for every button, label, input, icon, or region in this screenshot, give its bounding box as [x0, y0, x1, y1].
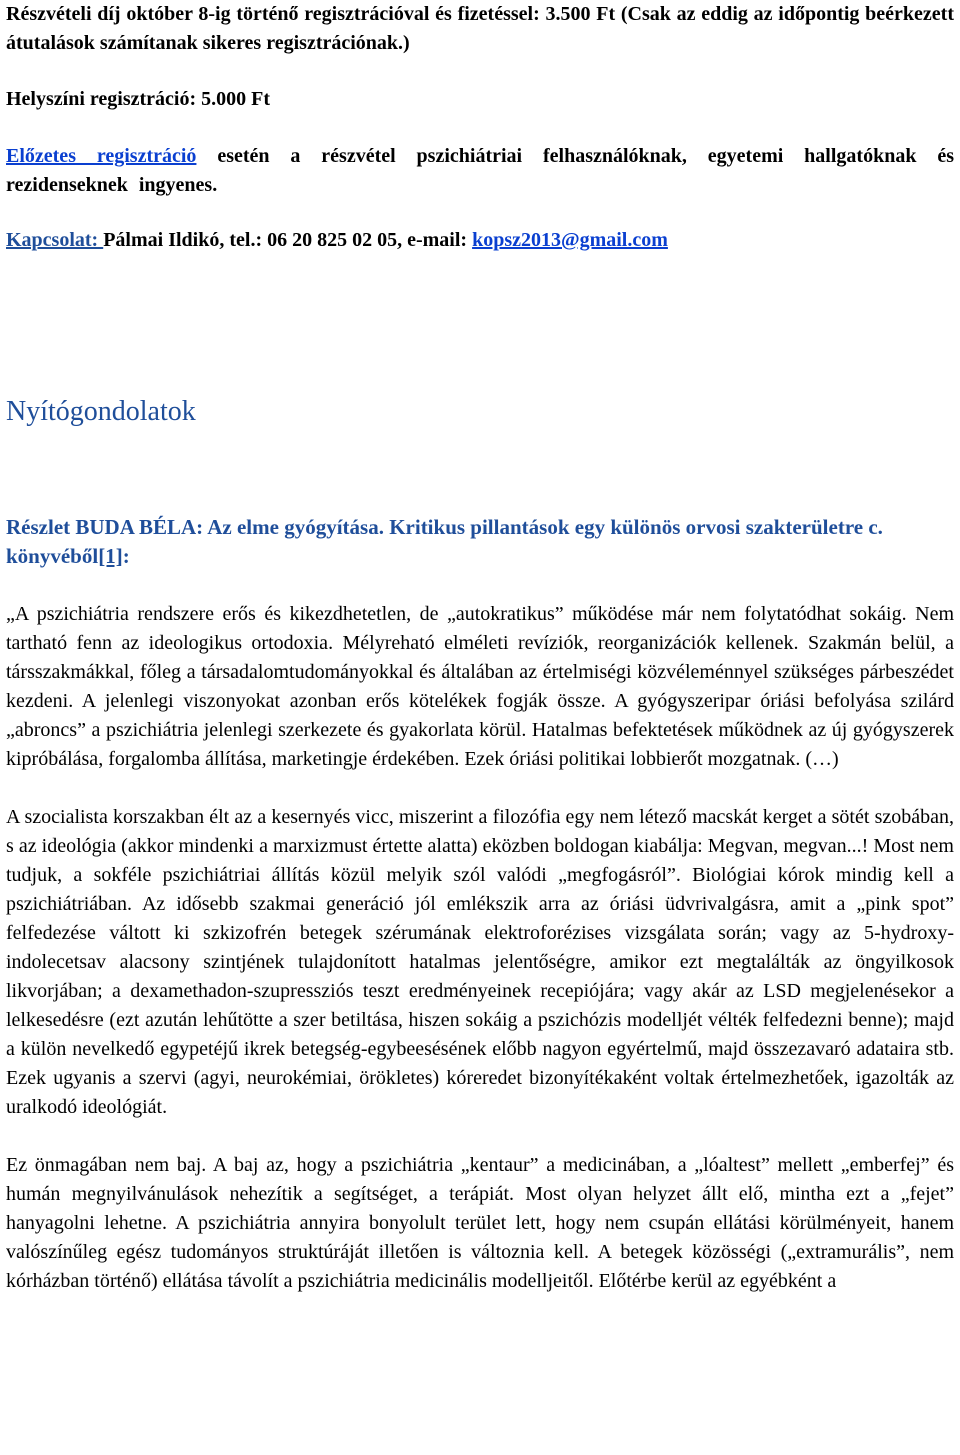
- footnote-link[interactable]: [1]: [98, 544, 123, 568]
- quote-paragraph-1: „A pszichiátria rendszere erős és kikezdhetetlen, de „autokratikus” működése már nem folytatódhat sokáig. Nem tartható fenn az ideologikus ortodoxia. Mélyreható elméleti revíziók, reorganizációk kellenek. Szakmán belül, a társszakmákkal, főleg a társadalomtudományokkal és általában az értelmiségi közvéleménnyel szükséges párbeszédet kezdeni. A jelenlegi viszonyokat azonban erős kötelékek fogják össze. A gyógyszeripar óriási befolyása szilárd „abroncs” a pszichiátria jelenlegi szerkezete és gyakorlata körül. Hatalmas befektetések működnek az új gyógyszerek kipróbálása, forgalomba állítása, marketingje érdekében. Ezek óriási politikai lobbierőt mozgatnak. (…): [6, 603, 954, 770]
- contact-line: [6, 226, 954, 255]
- section-title: Nyítógondolatok: [6, 396, 196, 427]
- contact-label: Kapcsolat:: [6, 229, 104, 251]
- quote-paragraph-2: A szocialista korszakban élt az a kesernyés vicc, miszerint a filozófia egy nem létező macskát kerget a sötét szobában, s az ideológia (akkor mindenki a marxizmust értette alatta) eközben boldogan kiabálja: Megvan, megvan...! Most nem tudjuk, a sokféle pszichiátriai állítás közül melyik szól valódi „megfogásról”. Biológiai kórok mindig kell a pszichiátriában. Az idősebb szakmai generáció jól emlékszik arra az óriási üdvrivalgásra, amit a „pink spot” felfedezése váltott ki szkizofrén betegek szérumának elektroforézises vizsgálata során; vagy az 5-hydroxy-indolecetsav alacsony szintjének tulajdonított hatalmas jelentőségre, amikor ezt megtalálták az öngyilkosok likvorjában; a dexamethadon-szupressziós teszt eredményeinek recepiójára; vagy akár az LSD megjelenésekor a lelkesedésre (ezt azután lehűtötte a szer betiltása, hiszen sokáig a pszichózis modelljét vélték felfedezni benne); majd a külön nevelkedő egypetéjű ikrek betegség-egybeesésének előbb nagyon egyértelmű, majd összezavaró adataira stb. Ezek ugyanis a szervi (agyi, neurokémiai, örökletes) kóreredet bizonyítékaként voltak értelmezhetőek, igazolták az uralkodó ideológiát.: [6, 806, 954, 1118]
- onsite-registration: Helyszíni regisztráció: 5.000 Ft: [6, 88, 271, 110]
- prereg-text: esetén a részvétel pszichiátriai felhasználóknak, egyetemi hallgatóknak és rezidenseknek ingyenes.: [6, 145, 954, 196]
- contact-text: Pálmai Ildikó, tel.: 06 20 825 02 05, e-mail:: [103, 229, 473, 251]
- contact-email-link[interactable]: kopsz2013@gmail.com: [472, 229, 668, 251]
- quote-paragraph-3: Ez önmagában nem baj. A baj az, hogy a pszichiátria „kentaur” a medicinában, a „lóaltest” mellett „emberfej” és humán megnyilvánulások nehezítik a segítséget, a terápiát. Most olyan helyzet állt elő, mintha ezt a „fejet” hanyagolni lehetne. A pszichiátria annyira bonyolult terület lett, hogy nem csupán ellátási körülményeit, hanem valószínűleg egész tudományos struktúráját illetően is változnia kell. A betegek közösségi („extramurális”, nem kórházban történő) ellátása távolít a pszichiátria medicinális modelljeitől. Előtérbe kerül az egyébként a: [6, 1154, 954, 1292]
- fee-paragraph: Részvételi díj október 8-ig történő regisztrációval és fizetéssel: 3.500 Ft (Csak az eddig az időpontig beérkezett átutalások számítanak sikeres regisztrációnak.): [6, 3, 954, 54]
- prereg-paragraph: [6, 142, 954, 200]
- subtitle-colon: :: [122, 544, 130, 568]
- prereg-link[interactable]: Előzetes regisztráció: [6, 145, 197, 167]
- subtitle-text: Részlet BUDA BÉLA: Az elme gyógyítása. Kritikus pillantások egy különös orvosi szakterületre c. könyvéből: [6, 515, 883, 568]
- section-subtitle: [6, 513, 954, 571]
